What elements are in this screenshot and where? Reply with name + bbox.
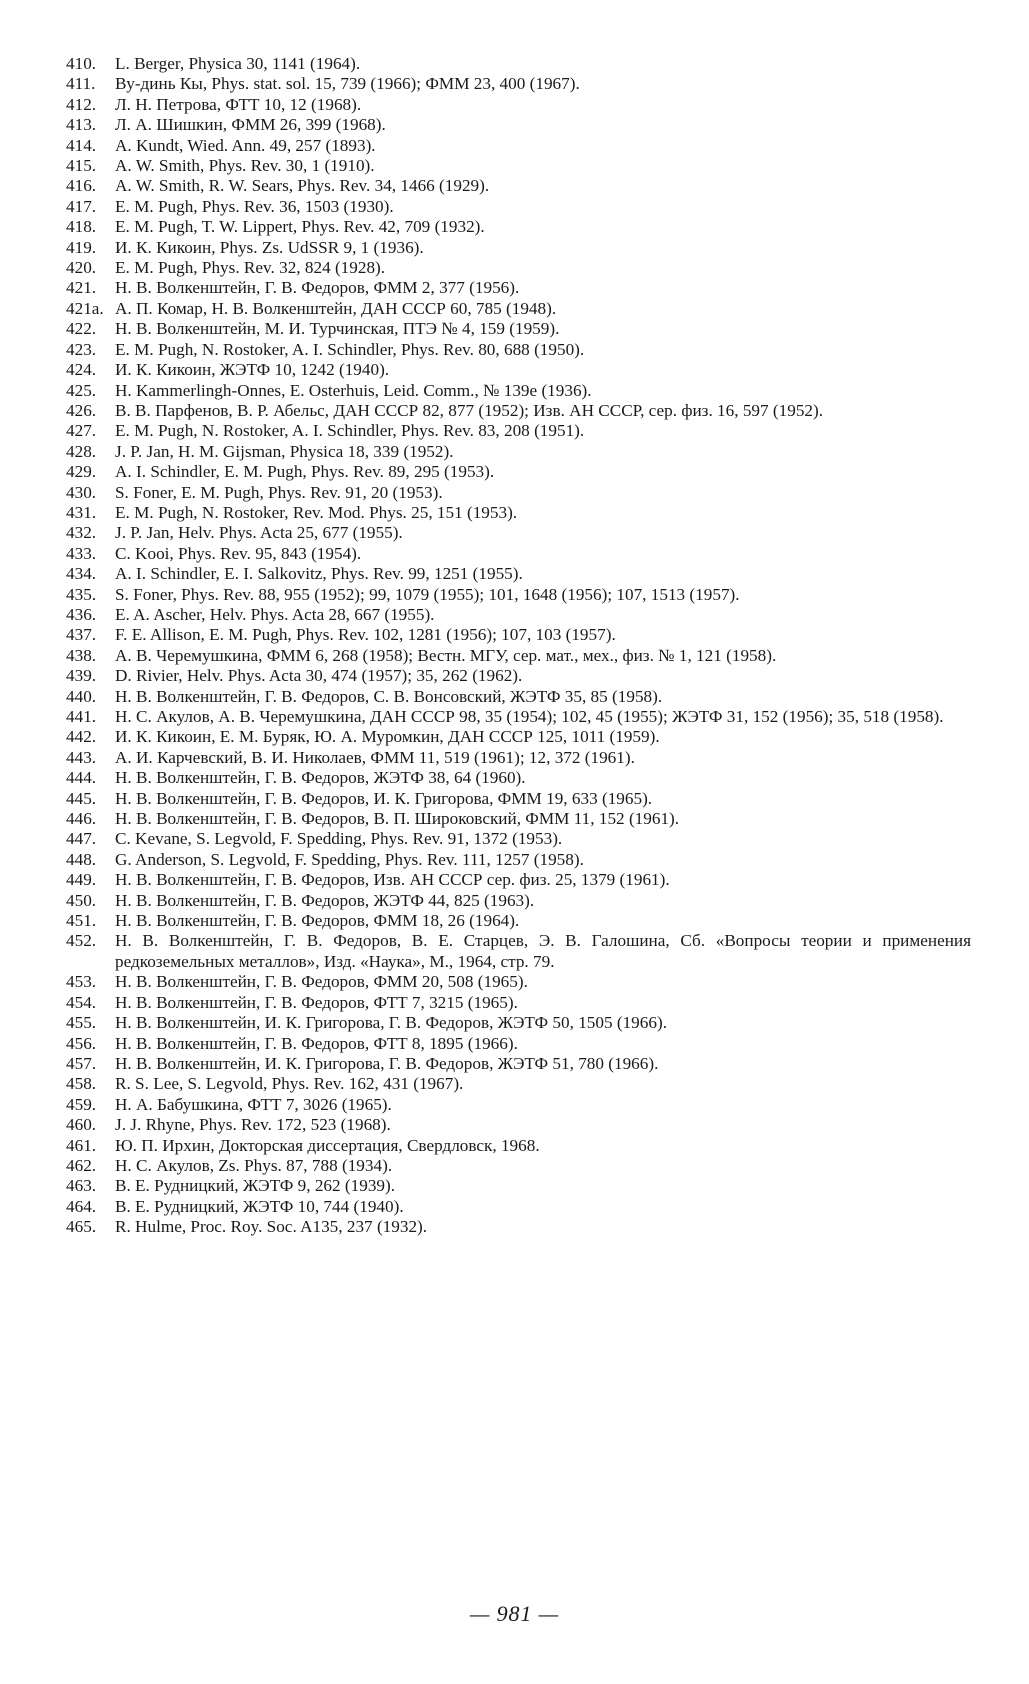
- reference-entry: [66, 176, 971, 196]
- reference-number: 427.: [66, 421, 97, 441]
- reference-list: [66, 54, 971, 1238]
- reference-text: Н. В. Волкенштейн, Г. В. Федоров, ФТТ 8, 1895 (1966).: [115, 1033, 518, 1053]
- reference-number: 421а.: [66, 298, 104, 318]
- reference-entry: [66, 1074, 971, 1094]
- reference-number: 430.: [66, 482, 97, 502]
- reference-number: 443.: [66, 747, 97, 767]
- reference-entry: [66, 789, 971, 809]
- reference-number: 451.: [66, 911, 97, 931]
- reference-entry: [66, 217, 971, 237]
- reference-number: 412.: [66, 94, 97, 114]
- reference-entry: [66, 1217, 971, 1237]
- reference-text: Н. В. Волкенштейн, Г. В. Федоров, С. В. Вонсовский, ЖЭТФ 35, 85 (1958).: [115, 686, 663, 706]
- reference-text: Н. В. Волкенштейн, Г. В. Федоров, И. К. Григорова, ФММ 19, 633 (1965).: [115, 788, 653, 808]
- reference-entry: [66, 870, 971, 890]
- reference-number: 442.: [66, 727, 97, 747]
- reference-text: Н. С. Акулов, А. В. Черемушкина, ДАН СССР 98, 35 (1954); 102, 45 (1955); ЖЭТФ 31, 152 (1956); 35, 518 (1958).: [115, 707, 944, 726]
- reference-number: 422.: [66, 319, 97, 339]
- reference-number: 435.: [66, 584, 97, 604]
- reference-entry: [66, 421, 971, 441]
- reference-text: E. M. Pugh, N. Rostoker, Rev. Mod. Phys. 25, 151 (1953).: [115, 502, 518, 522]
- reference-entry: [66, 462, 971, 482]
- reference-entry: [66, 197, 971, 217]
- reference-text: Н. В. Волкенштейн, Г. В. Федоров, В. Е. Старцев, Э. В. Галошина, Сб. «Вопросы теории и применения редкоземельных металлов», Изд. «Наука», М., 1964, стр. 79.: [115, 931, 971, 971]
- reference-entry: [66, 993, 971, 1013]
- reference-text: A. W. Smith, R. W. Sears, Phys. Rev. 34, 1466 (1929).: [115, 176, 490, 196]
- reference-entry: [66, 707, 971, 727]
- reference-number: 411.: [66, 74, 96, 94]
- reference-text: E. M. Pugh, N. Rostoker, A. I. Schindler, Phys. Rev. 80, 688 (1950).: [115, 339, 585, 359]
- reference-entry: [66, 605, 971, 625]
- reference-text: J. P. Jan, H. M. Gijsman, Physica 18, 339 (1952).: [115, 441, 454, 461]
- reference-number: 441.: [66, 707, 97, 726]
- reference-text: Л. Н. Петрова, ФТТ 10, 12 (1968).: [115, 94, 362, 114]
- reference-number: 421.: [66, 278, 97, 298]
- reference-text: Ву-динь Кы, Phys. stat. sol. 15, 739 (1966); ФММ 23, 400 (1967).: [115, 74, 580, 94]
- reference-text: А. В. Черемушкина, ФММ 6, 268 (1958); Вестн. МГУ, сер. мат., мех., физ. № 1, 121 (1958).: [115, 645, 777, 665]
- reference-entry: [66, 483, 971, 503]
- reference-text: Н. В. Волкенштейн, Г. В. Федоров, ЖЭТФ 38, 64 (1960).: [115, 768, 526, 788]
- reference-text: В. Е. Рудницкий, ЖЭТФ 10, 744 (1940).: [115, 1196, 404, 1216]
- reference-text: Н. В. Волкенштейн, И. К. Григорова, Г. В. Федоров, ЖЭТФ 50, 1505 (1966).: [115, 1013, 667, 1033]
- reference-number: 459.: [66, 1094, 97, 1114]
- reference-text: И. К. Кикоин, Phys. Zs. UdSSR 9, 1 (1936).: [115, 237, 424, 257]
- reference-entry: [66, 95, 971, 115]
- reference-text: F. E. Allison, E. M. Pugh, Phys. Rev. 102, 1281 (1956); 107, 103 (1957).: [115, 625, 616, 645]
- reference-entry: [66, 1013, 971, 1033]
- reference-entry: [66, 1034, 971, 1054]
- reference-text: J. J. Rhyne, Phys. Rev. 172, 523 (1968).: [115, 1115, 391, 1135]
- reference-entry: [66, 156, 971, 176]
- reference-text: S. Foner, E. M. Pugh, Phys. Rev. 91, 20 (1953).: [115, 482, 443, 502]
- reference-text: H. Kammerlingh-Onnes, E. Osterhuis, Leid. Comm., № 139e (1936).: [115, 380, 592, 400]
- reference-number: 447.: [66, 829, 97, 849]
- reference-text: C. Kevane, S. Legvold, F. Spedding, Phys. Rev. 91, 1372 (1953).: [115, 829, 563, 849]
- reference-text: Н. В. Волкенштейн, Г. В. Федоров, ФММ 2, 377 (1956).: [115, 278, 520, 298]
- reference-entry: [66, 850, 971, 870]
- reference-entry: [66, 972, 971, 992]
- reference-number: 418.: [66, 217, 97, 237]
- reference-text: E. M. Pugh, T. W. Lippert, Phys. Rev. 42, 709 (1932).: [115, 217, 485, 237]
- reference-entry: [66, 74, 971, 94]
- reference-entry: [66, 115, 971, 135]
- reference-number: 465.: [66, 1217, 97, 1237]
- reference-entry: [66, 1197, 971, 1217]
- reference-entry: [66, 829, 971, 849]
- reference-entry: [66, 54, 971, 74]
- reference-number: 462.: [66, 1155, 97, 1175]
- reference-text: Н. В. Волкенштейн, Г. В. Федоров, В. П. Широковский, ФММ 11, 152 (1961).: [115, 809, 680, 829]
- reference-text: Н. В. Волкенштейн, М. И. Турчинская, ПТЭ № 4, 159 (1959).: [115, 319, 560, 339]
- reference-text: G. Anderson, S. Legvold, F. Spedding, Phys. Rev. 111, 1257 (1958).: [115, 849, 584, 869]
- reference-number: 446.: [66, 809, 97, 829]
- reference-number: 460.: [66, 1115, 97, 1135]
- reference-text: E. M. Pugh, Phys. Rev. 32, 824 (1928).: [115, 258, 386, 278]
- reference-number: 432.: [66, 523, 97, 543]
- reference-entry: [66, 911, 971, 931]
- reference-text: Н. В. Волкенштейн, Г. В. Федоров, ФММ 20, 508 (1965).: [115, 972, 528, 992]
- reference-entry: [66, 687, 971, 707]
- reference-number: 439.: [66, 666, 97, 686]
- reference-entry: [66, 1176, 971, 1196]
- reference-entry: [66, 809, 971, 829]
- reference-number: 434.: [66, 564, 97, 584]
- reference-number: 415.: [66, 156, 97, 176]
- reference-number: 437.: [66, 625, 97, 645]
- reference-number: 414.: [66, 135, 97, 155]
- reference-text: Н. В. Волкенштейн, Г. В. Федоров, ФТТ 7, 3215 (1965).: [115, 992, 518, 1012]
- reference-text: Л. А. Шишкин, ФММ 26, 399 (1968).: [115, 115, 386, 135]
- reference-entry: [66, 340, 971, 360]
- reference-number: 436.: [66, 604, 97, 624]
- reference-number: 425.: [66, 380, 97, 400]
- reference-entry: [66, 238, 971, 258]
- reference-number: 453.: [66, 972, 97, 992]
- reference-entry: [66, 768, 971, 788]
- reference-number: 444.: [66, 768, 97, 788]
- reference-text: S. Foner, Phys. Rev. 88, 955 (1952); 99, 1079 (1955); 101, 1648 (1956); 107, 1513 (1957).: [115, 584, 740, 604]
- reference-text: R. S. Lee, S. Legvold, Phys. Rev. 162, 431 (1967).: [115, 1074, 464, 1094]
- reference-entry: [66, 891, 971, 911]
- reference-text: А. И. Карчевский, В. И. Николаев, ФММ 11, 519 (1961); 12, 372 (1961).: [115, 747, 635, 767]
- reference-entry: [66, 360, 971, 380]
- reference-entry: [66, 299, 971, 319]
- reference-number: 454.: [66, 992, 97, 1012]
- reference-number: 457.: [66, 1053, 97, 1073]
- reference-number: 455.: [66, 1013, 97, 1033]
- reference-text: A. I. Schindler, E. M. Pugh, Phys. Rev. 89, 295 (1953).: [115, 462, 495, 482]
- reference-text: J. P. Jan, Helv. Phys. Acta 25, 677 (1955).: [115, 523, 403, 543]
- reference-number: 424.: [66, 360, 97, 380]
- reference-text: E. A. Ascher, Helv. Phys. Acta 28, 667 (1955).: [115, 604, 435, 624]
- reference-number: 464.: [66, 1196, 97, 1216]
- reference-text: R. Hulme, Proc. Roy. Soc. A135, 237 (1932).: [115, 1217, 428, 1237]
- reference-entry: [66, 319, 971, 339]
- reference-text: В. Е. Рудницкий, ЖЭТФ 9, 262 (1939).: [115, 1176, 396, 1196]
- reference-text: Н. В. Волкенштейн, Г. В. Федоров, Изв. АН СССР сер. физ. 25, 1379 (1961).: [115, 870, 670, 890]
- reference-number: 428.: [66, 441, 97, 461]
- reference-entry: [66, 1136, 971, 1156]
- reference-number: 419.: [66, 237, 97, 257]
- reference-entry: [66, 564, 971, 584]
- reference-entry: [66, 748, 971, 768]
- reference-number: 449.: [66, 870, 97, 890]
- reference-entry: [66, 136, 971, 156]
- reference-text: И. К. Кикоин, Е. М. Буряк, Ю. А. Муромкин, ДАН СССР 125, 1011 (1959).: [115, 727, 660, 747]
- reference-entry: [66, 727, 971, 747]
- reference-number: 420.: [66, 258, 97, 278]
- page-number: — 981 —: [469, 1601, 560, 1626]
- reference-entry: [66, 258, 971, 278]
- reference-entry: [66, 1156, 971, 1176]
- reference-text: Н. А. Бабушкина, ФТТ 7, 3026 (1965).: [115, 1094, 392, 1114]
- reference-number: 452.: [66, 931, 97, 951]
- reference-number: 445.: [66, 788, 97, 808]
- reference-number: 463.: [66, 1176, 97, 1196]
- reference-number: 456.: [66, 1033, 97, 1053]
- reference-entry: [66, 503, 971, 523]
- reference-entry: [66, 1054, 971, 1074]
- reference-number: 458.: [66, 1074, 97, 1094]
- reference-text: В. В. Парфенов, В. Р. Абельс, ДАН СССР 82, 877 (1952); Изв. АН СССР, сер. физ. 16, 597 (1952).: [115, 400, 824, 420]
- reference-entry: [66, 931, 971, 972]
- reference-number: 416.: [66, 176, 97, 196]
- reference-text: А. П. Комар, Н. В. Волкенштейн, ДАН СССР 60, 785 (1948).: [115, 298, 557, 318]
- reference-number: 431.: [66, 502, 97, 522]
- reference-number: 440.: [66, 686, 97, 706]
- reference-number: 450.: [66, 890, 97, 910]
- reference-text: E. M. Pugh, N. Rostoker, A. I. Schindler, Phys. Rev. 83, 208 (1951).: [115, 421, 585, 441]
- reference-entry: [66, 381, 971, 401]
- reference-text: Н. В. Волкенштейн, И. К. Григорова, Г. В. Федоров, ЖЭТФ 51, 780 (1966).: [115, 1053, 659, 1073]
- reference-entry: [66, 1095, 971, 1115]
- reference-text: D. Rivier, Helv. Phys. Acta 30, 474 (1957); 35, 262 (1962).: [115, 666, 523, 686]
- reference-entry: [66, 625, 971, 645]
- reference-entry: [66, 585, 971, 605]
- reference-number: 461.: [66, 1135, 97, 1155]
- reference-number: 423.: [66, 339, 97, 359]
- reference-entry: [66, 646, 971, 666]
- reference-text: L. Berger, Physica 30, 1141 (1964).: [115, 54, 361, 73]
- reference-number: 417.: [66, 196, 97, 216]
- reference-number: 438.: [66, 645, 97, 665]
- reference-number: 433.: [66, 543, 97, 563]
- reference-text: A. Kundt, Wied. Ann. 49, 257 (1893).: [115, 135, 376, 155]
- reference-number: 448.: [66, 849, 97, 869]
- reference-text: A. W. Smith, Phys. Rev. 30, 1 (1910).: [115, 156, 375, 176]
- reference-text: E. M. Pugh, Phys. Rev. 36, 1503 (1930).: [115, 196, 394, 216]
- reference-text: Н. С. Акулов, Zs. Phys. 87, 788 (1934).: [115, 1155, 393, 1175]
- reference-text: И. К. Кикоин, ЖЭТФ 10, 1242 (1940).: [115, 360, 390, 380]
- reference-entry: [66, 1115, 971, 1135]
- reference-text: A. I. Schindler, E. I. Salkovitz, Phys. Rev. 99, 1251 (1955).: [115, 564, 523, 584]
- reference-text: Н. В. Волкенштейн, Г. В. Федоров, ФММ 18, 26 (1964).: [115, 911, 520, 931]
- reference-entry: [66, 401, 971, 421]
- reference-text: Н. В. Волкенштейн, Г. В. Федоров, ЖЭТФ 44, 825 (1963).: [115, 890, 535, 910]
- reference-number: 413.: [66, 115, 97, 135]
- reference-number: 429.: [66, 462, 97, 482]
- reference-entry: [66, 666, 971, 686]
- reference-entry: [66, 523, 971, 543]
- reference-text: Ю. П. Ирхин, Докторская диссертация, Свердловск, 1968.: [115, 1135, 540, 1155]
- reference-number: 426.: [66, 400, 97, 420]
- reference-text: C. Kooi, Phys. Rev. 95, 843 (1954).: [115, 543, 362, 563]
- reference-entry: [66, 442, 971, 462]
- reference-entry: [66, 278, 971, 298]
- reference-number: 410.: [66, 54, 97, 73]
- reference-entry: [66, 544, 971, 564]
